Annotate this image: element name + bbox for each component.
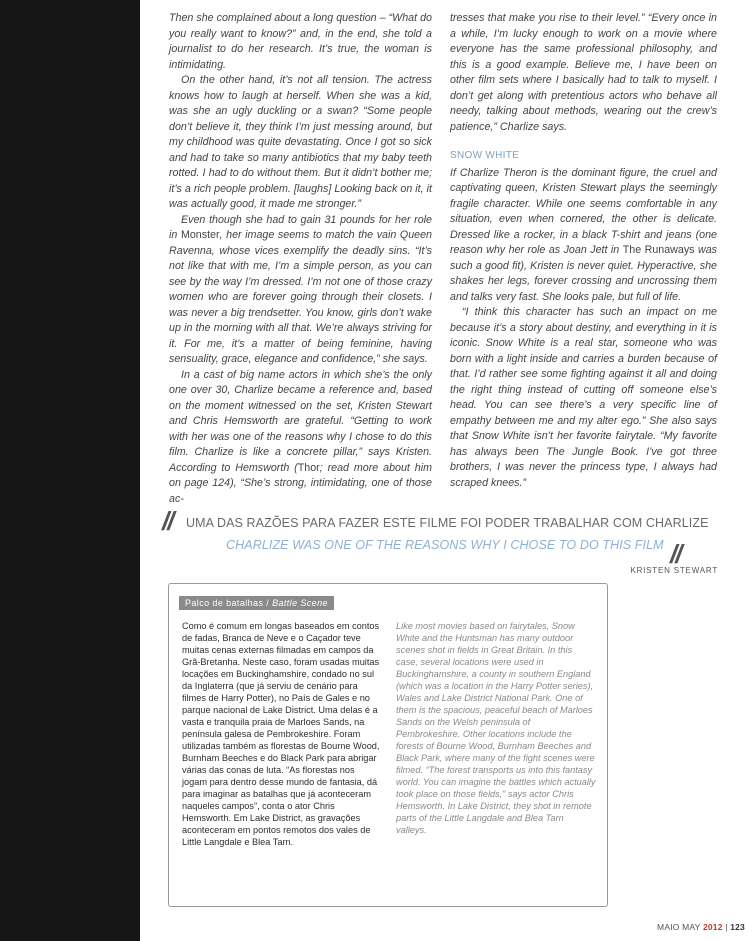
paragraph: On the other hand, it’s not all tension. The actress knows how to laugh at herself. When she was a kid, was she an ugly duckling or a swan? “Some people don’t believe it, they think I’m just messing around, but my childhood was quite devastating. Once I got so sick and had to take so many antibiotics that my baby teeth rotted. I had to do without them. But it didn’t bother me; it’s a rich people problem. [laughs] Looking back on it, it was actually good, it made me stronger.” [169,74,432,210]
pull-quote-portuguese: UMA DAS RAZÕES PARA FAZER ESTE FILME FOI PODER TRABALHAR COM CHARLIZE [186,516,709,530]
paragraph: In a cast of big name actors in which she’s the only one over 30, Charlize became a reference and, based on the moment witnessed on the set, Kristen Stewart and Chris Hemsworth are grateful. “Getting to work with her was one of the reasons why I chose to do this film. Charlize is like a concrete pillar,” says Kristen. According to Hemsworth (Thor; read more about him on page 124), “She’s strong, intimidating, one of those ac- [169,368,432,505]
section-subhead: SNOW WHITE [450,150,520,161]
sidebar-box [168,583,608,907]
film-title: Monster [180,229,220,241]
pull-quote-english: CHARLIZE WAS ONE OF THE REASONS WHY I CHOSE TO DO THIS FILM [226,538,664,552]
pull-quote-author: KRISTEN STEWART [630,566,718,575]
folio-separator: | [725,922,728,932]
article-column-2 [450,11,717,491]
paragraph: If Charlize Theron is the dominant figure, the cruel and captivating queen, Kristen Stewart plays the seemingly fragile character. While one seems comfortable in any situation, even when cornered, the other is delicate. Dressed like a rocker, in a black T-shirt and jeans (one reason why her role as Joan Jett in The Runaways was such a good fit), Kristen is never quiet. Hyperactive, she shakes her legs, forever crossing and uncrossing them and talks very fast. She looks pale, but full of life. [450,166,717,303]
magazine-page [140,0,753,941]
paragraph: tresses that make you rise to their level.” “Every once in a while, I’m lucky enough to work on a movie where everyone has the same professional philosophy, and this is a good example. Believe me, I have been on other film sets where I basically had to talk to myself. I don’t get along with pretentious actors who behave all needy, talking about methods, wearing out the crew’s patience,” Charlize says. [450,12,717,133]
film-title: The Runaways [622,244,695,256]
page-number: 123 [730,922,745,932]
sidebar-title: Palco de batalhas / Battle Scene [179,596,334,610]
sidebar-text-english: Like most movies based on fairytales, Snow White and the Huntsman has many outdoor scenes shot in fields in Great Britain. In this case, several locations were used in Buckinghamshire, a county in southern England (which was a location in the Harry Potter series), Wales and Lake District National Park. One of them is the spacious, peaceful beach of Marloes Sands on the Welsh peninsula of Pembrokeshire. Other locations include the forests of Bourne Wood, Burnham Beeches and Black Park, where many of the fight scenes were filmed. “The forest transports us into this fantasy world. You can imagine the battles which actually took place on those fields,” says actor Chris Hemsworth. In Lake District, they shot in remote parts of the Little Langdale and Blea Tarn valleys. [396,621,596,835]
paragraph: “I think this character has such an impact on me because it’s a story about destiny, and everything in it is iconic. Snow White is a real star, someone who was born with a light inside and carries a burden because of that. I’d rather see some fighting against it all and doing the right thing instead of cutting off someone else’s head. You can see there’s a very specific line of empathy between me and my alter ego.” She also says that Snow White isn’t her favorite fairytale. “My favorite has always been The Jungle Book. I’ve got three brothers, I was never the princess type, I always had scraped knees.” [450,306,717,489]
sidebar-text-portuguese: Como é comum em longas baseados em contos de fadas, Branca de Neve e o Caçador teve muitas cenas externas filmadas em campos da Grã-Bretanha. Neste caso, foram usadas muitas locações em Buckinghamshire, condado no sul da Inglaterra (que já serviu de cenário para filmes de Harry Potter), no País de Gales e no parque nacional de Lake District. Uma delas é a vasta e tranquila praia de Marloes Sands, na península galesa de Pembrokeshire. Foram utilizadas também as florestas de Bourne Wood, Burnham Beeches e do Black Park para abrigar várias das conas de luta. “As florestas nos jogam para dentro desse mundo de fantasia, dá para imaginar as batalhas que já aconteceram naqueles campos”, conta o ator Chris Hemsworth. Em Lake District, as gravações aconteceram em pontos remotos dos vales de Little Langdale e Blea Tarn. [182,621,380,847]
open-quote-mark: // [162,506,173,536]
close-quote-mark: // [670,539,681,569]
left-black-margin [0,0,140,941]
paragraph: Even though she had to gain 31 pounds for her role in Monster, her image seems to match the vain Queen Ravenna, whose vices exemplify the deadly sins. “It’s not like that with me, I’m a simple person, as you can see by the way I’m dressed. I’m not one of those crazy women who are forever going through their closets. I was never a big trendsetter. You know, girls don’t wake up in the morning with all that. We’re always striving for it. For me, it’s a matter of being feminine, having sensuality, grace, elegance and confidence,” she says. [169,213,432,365]
article-column-1 [169,11,432,507]
page-folio [657,922,745,932]
film-title: Thor [297,461,320,474]
folio-year: 2012 [702,922,723,932]
paragraph: Then she complained about a long question – “What do you really want to know?” and, in the end, she told a journalist to do her research. It’s true, the woman is intimidating. [169,12,432,71]
folio-month: MAIO MAY [657,922,701,932]
